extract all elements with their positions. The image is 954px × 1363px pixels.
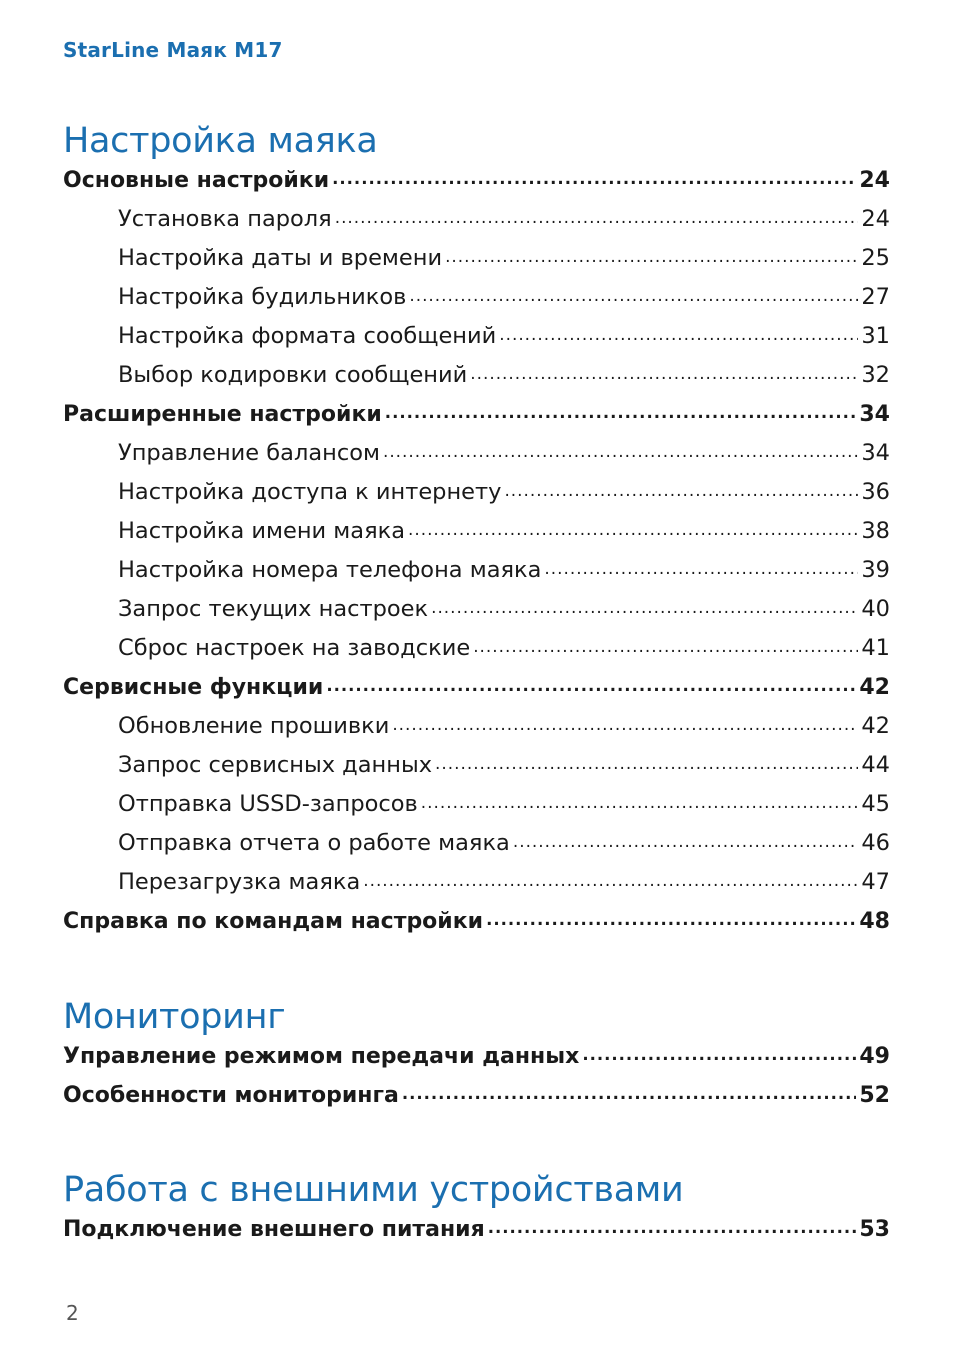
toc-page-number: 31 bbox=[861, 323, 890, 349]
toc-entry-label: Управление балансом bbox=[118, 440, 380, 466]
toc-entry-label: Основные настройки bbox=[63, 168, 330, 193]
toc-entry-chapter[interactable] bbox=[63, 1210, 890, 1249]
toc-section-beacon-settings bbox=[63, 121, 890, 941]
toc-dot-leader bbox=[385, 399, 857, 421]
toc-entry-subsection[interactable] bbox=[63, 863, 890, 902]
toc-dot-leader bbox=[488, 1214, 857, 1236]
document-header-title: StarLine Маяк M17 bbox=[63, 38, 283, 62]
toc-entry-label: Обновление прошивки bbox=[118, 713, 390, 739]
toc-page-number: 46 bbox=[861, 830, 890, 856]
toc-entry-label: Управление режимом передачи данных bbox=[63, 1044, 580, 1069]
section-title: Мониторинг bbox=[63, 997, 286, 1037]
toc-entry-label: Справка по командам настройки bbox=[63, 909, 484, 934]
toc-entry-label: Особенности мониторинга bbox=[63, 1083, 399, 1108]
toc-page-number: 34 bbox=[861, 440, 890, 466]
toc-entry-subsection[interactable] bbox=[63, 434, 890, 473]
toc-page-number: 24 bbox=[861, 206, 890, 232]
toc-dot-leader bbox=[332, 165, 856, 187]
toc-page-number: 53 bbox=[859, 1217, 890, 1242]
toc-entry-subsection[interactable] bbox=[63, 317, 890, 356]
toc-page-number: 40 bbox=[861, 596, 890, 622]
toc-dot-leader bbox=[470, 360, 858, 383]
toc-dot-leader bbox=[431, 594, 858, 617]
toc-page-number: 42 bbox=[859, 675, 890, 700]
toc-entry-label: Выбор кодировки сообщений bbox=[118, 362, 468, 388]
toc-page-number: 24 bbox=[859, 168, 890, 193]
toc-dot-leader bbox=[402, 1080, 857, 1102]
toc-list bbox=[63, 161, 890, 941]
toc-dot-leader bbox=[435, 750, 858, 773]
toc-dot-leader bbox=[445, 243, 858, 266]
toc-entry-label: Установка пароля bbox=[118, 206, 332, 232]
toc-entry-label: Настройка имени маяка bbox=[118, 518, 405, 544]
toc-dot-leader bbox=[473, 633, 858, 656]
toc-dot-leader bbox=[486, 906, 856, 928]
toc-dot-leader bbox=[544, 555, 858, 578]
toc-entry-subsection[interactable] bbox=[63, 707, 890, 746]
toc-dot-leader bbox=[513, 828, 859, 851]
toc-entry-label: Подключение внешнего питания bbox=[63, 1217, 485, 1242]
toc-entry-subsection[interactable] bbox=[63, 824, 890, 863]
toc-entry-label: Расширенные настройки bbox=[63, 402, 382, 427]
toc-dot-leader bbox=[582, 1041, 856, 1063]
toc-entry-subsection[interactable] bbox=[63, 590, 890, 629]
toc-dot-leader bbox=[408, 516, 858, 539]
toc-page-number: 27 bbox=[861, 284, 890, 310]
toc-entry-subsection[interactable] bbox=[63, 746, 890, 785]
toc-entry-chapter[interactable] bbox=[63, 395, 890, 434]
toc-dot-leader bbox=[504, 477, 858, 500]
toc-entry-subsection[interactable] bbox=[63, 785, 890, 824]
toc-page-number: 49 bbox=[859, 1044, 890, 1069]
section-title: Работа с внешними устройствами bbox=[63, 1170, 684, 1210]
toc-entry-chapter[interactable] bbox=[63, 1076, 890, 1115]
toc-dot-leader bbox=[409, 282, 858, 305]
toc-page-number: 52 bbox=[859, 1083, 890, 1108]
toc-list bbox=[63, 1037, 890, 1115]
toc-entry-chapter[interactable] bbox=[63, 668, 890, 707]
section-title: Настройка маяка bbox=[63, 121, 378, 161]
toc-entry-label: Настройка доступа к интернету bbox=[118, 479, 502, 505]
toc-page-number: 38 bbox=[861, 518, 890, 544]
toc-entry-label: Запрос текущих настроек bbox=[118, 596, 429, 622]
toc-entry-subsection[interactable] bbox=[63, 512, 890, 551]
toc-entry-subsection[interactable] bbox=[63, 473, 890, 512]
toc-page-number: 39 bbox=[861, 557, 890, 583]
toc-entry-label: Запрос сервисных данных bbox=[118, 752, 433, 778]
toc-page-number: 44 bbox=[861, 752, 890, 778]
toc-page-number: 47 bbox=[861, 869, 890, 895]
toc-entry-label: Настройка формата сообщений bbox=[118, 323, 497, 349]
toc-page-number: 34 bbox=[859, 402, 890, 427]
toc-entry-label: Сервисные функции bbox=[63, 675, 324, 700]
toc-entry-label: Настройка будильников bbox=[118, 284, 407, 310]
toc-page-number: 25 bbox=[861, 245, 890, 271]
toc-dot-leader bbox=[335, 204, 859, 227]
toc-entry-subsection[interactable] bbox=[63, 629, 890, 668]
toc-dot-leader bbox=[326, 672, 856, 694]
toc-entry-chapter[interactable] bbox=[63, 902, 890, 941]
toc-page-number: 32 bbox=[861, 362, 890, 388]
toc-entry-label: Отправка отчета о работе маяка bbox=[118, 830, 510, 856]
toc-entry-label: Отправка USSD-запросов bbox=[118, 791, 418, 817]
page-number: 2 bbox=[66, 1301, 79, 1325]
toc-dot-leader bbox=[421, 789, 859, 812]
toc-section-external-devices bbox=[63, 1170, 890, 1249]
toc-entry-label: Сброс настроек на заводские bbox=[118, 635, 471, 661]
toc-entry-label: Настройка даты и времени bbox=[118, 245, 443, 271]
toc-entry-subsection[interactable] bbox=[63, 551, 890, 590]
toc-page-number: 41 bbox=[861, 635, 890, 661]
toc-entry-subsection[interactable] bbox=[63, 200, 890, 239]
toc-entry-subsection[interactable] bbox=[63, 278, 890, 317]
toc-entry-chapter[interactable] bbox=[63, 161, 890, 200]
toc-entry-label: Настройка номера телефона маяка bbox=[118, 557, 542, 583]
toc-page-number: 36 bbox=[861, 479, 890, 505]
toc-dot-leader bbox=[499, 321, 858, 344]
toc-list bbox=[63, 1210, 890, 1249]
toc-entry-chapter[interactable] bbox=[63, 1037, 890, 1076]
toc-page-number: 45 bbox=[861, 791, 890, 817]
toc-entry-subsection[interactable] bbox=[63, 356, 890, 395]
toc-dot-leader bbox=[363, 867, 858, 890]
toc-entry-subsection[interactable] bbox=[63, 239, 890, 278]
toc-page-number: 42 bbox=[861, 713, 890, 739]
toc-page-number: 48 bbox=[859, 909, 890, 934]
toc-dot-leader bbox=[392, 711, 858, 734]
toc-entry-label: Перезагрузка маяка bbox=[118, 869, 361, 895]
toc-dot-leader bbox=[383, 438, 858, 461]
toc-section-monitoring bbox=[63, 997, 890, 1115]
